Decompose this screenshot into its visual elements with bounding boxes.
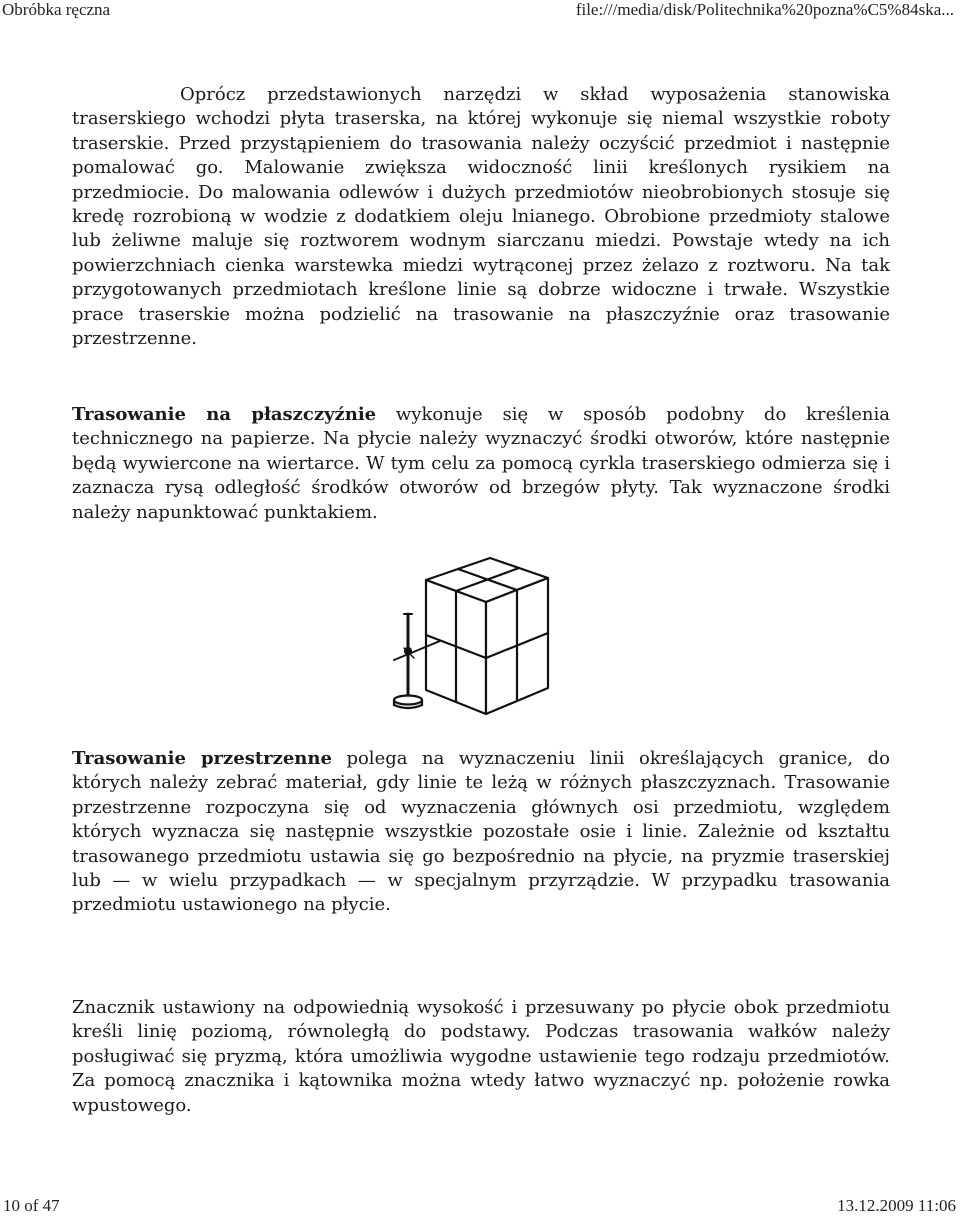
cube-with-surface-gauge-icon [380,548,580,728]
paragraph-intro: Oprócz przedstawionych narzędzi w skład wyposażenia stanowiska traserskiego wchodzi płyta traserska, na której wykonuje się niemal wszystkie roboty traserskie. Przed przystąpieniem do trasowania należy oczyścić przedmiot i następnie pomalować go. Malowanie zwiększa widoczność linii kreślonych rysikiem na przedmiocie. Do malowania odlewów i dużych przedmiotów nieobrobionych stosuje się kredę rozrobioną w wodzie z dodatkiem oleju lnianego. Obrobione przedmioty stalowe lub żeliwne maluje się roztworem wodnym siarczanu miedzi. Powstaje wtedy na ich powierzchniach cienka warstewka miedzi wytrąconej przez żelazo z roztworu. Na tak przygotowanych przedmiotach kreślone linie są dobrze widoczne i trwałe. Wszystkie prace traserskie można podzielić na trasowanie na płaszczyźnie oraz trasowanie przestrzenne. [72,84,890,350]
page-header-url: file:///media/disk/Politechnika%20pozna%C5%84ska... [575,0,954,19]
cube-marking-figure [380,548,580,728]
page-header-title: Obróbka ręczna [2,0,111,19]
term-plane-marking: Trasowanie na płaszczyźnie [72,404,377,425]
page-footer-datetime: 13.12.2009 11:06 [837,1196,956,1215]
paragraph-spatial-marking-text: polega na wyznaczeniu linii określających granice, do których należy zebrać materiał, gdy linie te leżą w różnych płaszczyznach. Trasowanie przestrzenne rozpoczyna się od wyznaczenia głównych osi przedmiotu, względem których wyznacza się następnie wszystkie pozostałe osie i linie. Zależnie od kształtu trasowanego przedmiotu ustawia się go bezpośrednio na płycie, na pryzmie traserskiej lub — w wielu przypadkach — w specjalnym przyrządzie. W przypadku trasowania przedmiotu ustawionego na płycie. [72,748,890,916]
paragraph-spatial-marking [72,747,890,918]
paragraph-plane-marking-text: wykonuje się w sposób podobny do kreślenia technicznego na papierze. Na płycie należy wyznaczyć środki otworów, które następnie będą wywiercone na wiertarce. W tym celu za pomocą cyrkla traserskiego odmierza się i zaznacza rysą odległość środków otworów od brzegów płyty. Tak wyznaczone środki należy napunktować punktakiem. [72,404,890,523]
paragraph-plane-marking [72,403,890,525]
paragraph-scriber: Znacznik ustawiony na odpowiednią wysokość i przesuwany po płycie obok przedmiotu kreśli linię poziomą, równoległą do podstawy. Podczas trasowania wałków należy posługiwać się pryzmą, która umożliwia wygodne ustawienie tego rodzaju przedmiotów. Za pomocą znacznika i kątownika można wtedy łatwo wyznaczyć np. położenie rowka wpustowego. [72,997,890,1116]
term-spatial-marking: Trasowanie przestrzenne [72,748,332,769]
page-footer-page-number: 10 of 47 [3,1196,60,1215]
